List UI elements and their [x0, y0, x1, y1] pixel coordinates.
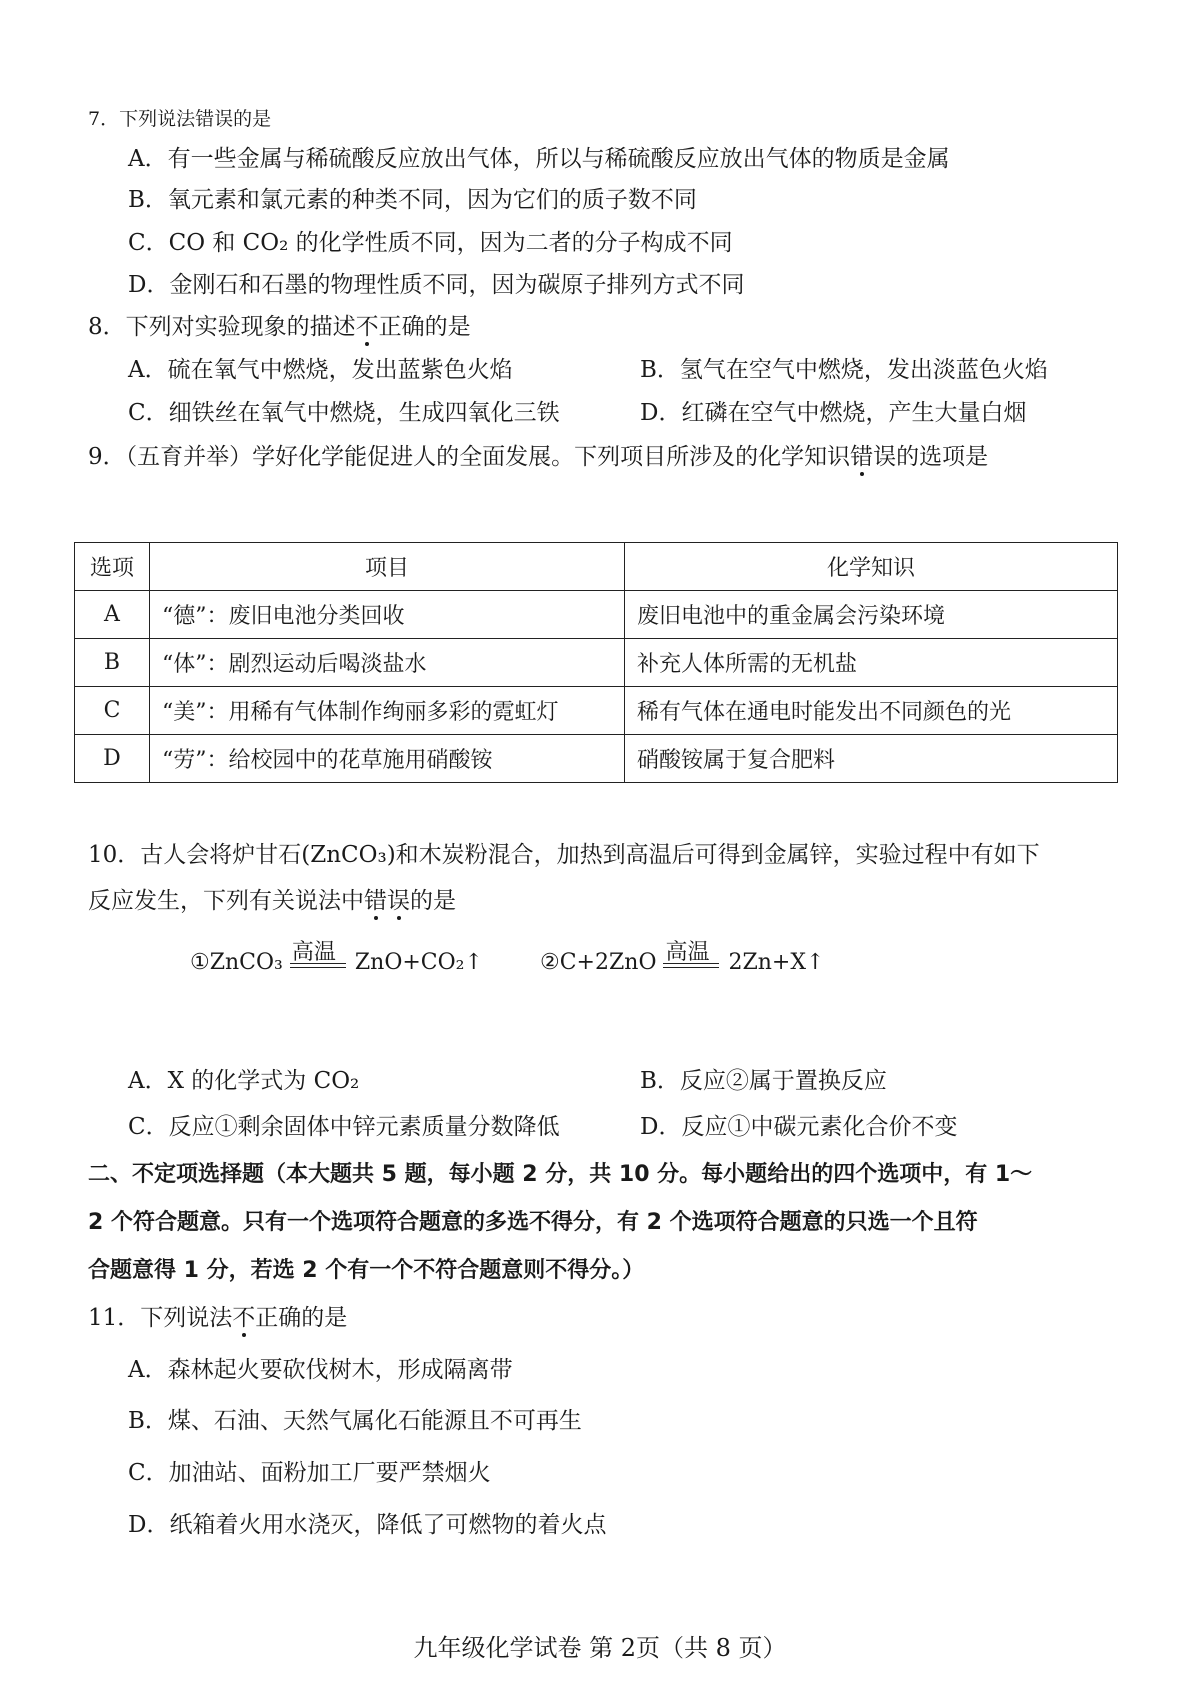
section2-instructions-line1: 二、不定项选择题（本大题共 5 题，每小题 2 分，共 10 分。每小题给出的四个选项中，有 1～ [88, 1162, 1033, 1187]
table-cell-project: “体”：剧烈运动后喝淡盐水 [150, 639, 625, 687]
eq1-bar-bottom [290, 967, 346, 968]
q8-option-c: C．细铁丝在氧气中燃烧，生成四氧化三铁 [128, 400, 560, 426]
q11-stem [88, 1303, 347, 1333]
section2-instructions-line2: 2 个符合题意。只有一个选项符合题意的多选不得分，有 2 个选项符合题意的只选一个且符 [88, 1210, 978, 1235]
eq2-products: 2Zn+X↑ [728, 950, 825, 975]
q8-option-a: A．硫在氧气中燃烧，发出蓝紫色火焰 [128, 357, 513, 383]
q7-option-c: C．CO 和 CO₂ 的化学性质不同，因为二者的分子构成不同 [128, 230, 733, 256]
eq2-reactants: ②C+2ZnO [540, 950, 657, 975]
table-cell-knowledge: 补充人体所需的无机盐 [625, 639, 1118, 687]
q10-option-a: A．X 的化学式为 CO₂ [128, 1068, 360, 1094]
q11-option-b: B．煤、石油、天然气属化石能源且不可再生 [128, 1408, 582, 1434]
table-row [75, 639, 1118, 687]
table-cell-option: D [75, 735, 150, 783]
q10-equation-2 [540, 940, 825, 975]
table-row [75, 735, 1118, 783]
q7-stem: 7．下列说法错误的是 [88, 108, 272, 130]
q11-option-a: A．森林起火要砍伐树木，形成隔离带 [128, 1357, 513, 1383]
q8-stem-pre: 8．下列对实验现象的描述 [88, 314, 356, 340]
q10-stem-emphasis-2: 误 [387, 888, 410, 914]
q10-stem-pre: 反应发生，下列有关说法中 [88, 888, 364, 914]
table-cell-option: B [75, 639, 150, 687]
q9-stem-pre: 9．（五育并举）学好化学能促进人的全面发展。下列项目所涉及的化学知识 [88, 444, 851, 470]
q10-option-b: B．反应②属于置换反应 [640, 1068, 887, 1094]
q10-stem-emphasis-1: 错 [364, 888, 387, 914]
q11-stem-pre: 11．下列说法 [88, 1305, 233, 1331]
table-cell-knowledge: 硝酸铵属于复合肥料 [625, 735, 1118, 783]
table-cell-option: A [75, 591, 150, 639]
q11-stem-post: 正确的是 [255, 1305, 348, 1331]
q9-stem-post: 误的选项是 [873, 444, 989, 470]
q11-stem-emphasis: 不 [232, 1305, 256, 1331]
table-cell-project: “劳”：给校园中的花草施用硝酸铵 [150, 735, 625, 783]
table-header-project: 项目 [150, 543, 625, 591]
table-cell-project: “美”：用稀有气体制作绚丽多彩的霓虹灯 [150, 687, 625, 735]
q11-option-c: C．加油站、面粉加工厂要严禁烟火 [128, 1460, 491, 1486]
q10-stem-post: 的是 [410, 888, 456, 914]
table-row [75, 687, 1118, 735]
table-cell-option: C [75, 687, 150, 735]
q7-option-a: A．有一些金属与稀硫酸反应放出气体，所以与稀硫酸反应放出气体的物质是金属 [128, 146, 950, 172]
table-cell-knowledge: 废旧电池中的重金属会污染环境 [625, 591, 1118, 639]
q10-equation-1 [190, 940, 483, 975]
table-cell-project: “德”：废旧电池分类回收 [150, 591, 625, 639]
eq1-reactants: ①ZnCO₃ [190, 950, 283, 975]
q8-option-d: D．红磷在空气中燃烧，产生大量白烟 [640, 400, 1027, 426]
eq2-condition: 高温 [665, 940, 710, 965]
q8-stem-post: 正确的是 [378, 314, 471, 340]
eq2-bar-bottom [663, 967, 719, 968]
q9-stem [88, 442, 988, 472]
q8-option-b: B．氢气在空气中燃烧，发出淡蓝色火焰 [640, 357, 1048, 383]
q9-table [74, 542, 1118, 783]
q7-option-d: D．金刚石和石墨的物理性质不同，因为碳原子排列方式不同 [128, 272, 745, 298]
eq1-products: ZnO+CO₂↑ [354, 950, 483, 975]
section2-instructions-line3: 合题意得 1 分，若选 2 个有一个不符合题意则不得分。） [88, 1258, 645, 1283]
q10-stem-line2 [88, 886, 456, 916]
eq1-condition: 高温 [291, 940, 336, 965]
q10-option-c: C．反应①剩余固体中锌元素质量分数降低 [128, 1114, 560, 1140]
q8-stem [88, 312, 471, 342]
q9-stem-emphasis: 错 [850, 444, 874, 470]
q8-stem-emphasis: 不 [355, 314, 379, 340]
q10-option-d: D．反应①中碳元素化合价不变 [640, 1114, 958, 1140]
table-row [75, 591, 1118, 639]
table-header-knowledge: 化学知识 [625, 543, 1118, 591]
page-footer: 九年级化学试卷 第 2页（共 8 页） [413, 1634, 787, 1662]
q11-option-d: D．纸箱着火用水浇灭，降低了可燃物的着火点 [128, 1512, 607, 1538]
eq2-bar-top [663, 963, 719, 964]
eq1-bar-top [290, 963, 346, 964]
q7-option-b: B．氧元素和氯元素的种类不同，因为它们的质子数不同 [128, 187, 697, 213]
q10-stem-line1: 10．古人会将炉甘石(ZnCO₃)和木炭粉混合，加热到高温后可得到金属锌，实验过程中有如下 [88, 842, 1040, 868]
table-header-row [75, 543, 1118, 591]
table-cell-knowledge: 稀有气体在通电时能发出不同颜色的光 [625, 687, 1118, 735]
table-header-option: 选项 [75, 543, 150, 591]
